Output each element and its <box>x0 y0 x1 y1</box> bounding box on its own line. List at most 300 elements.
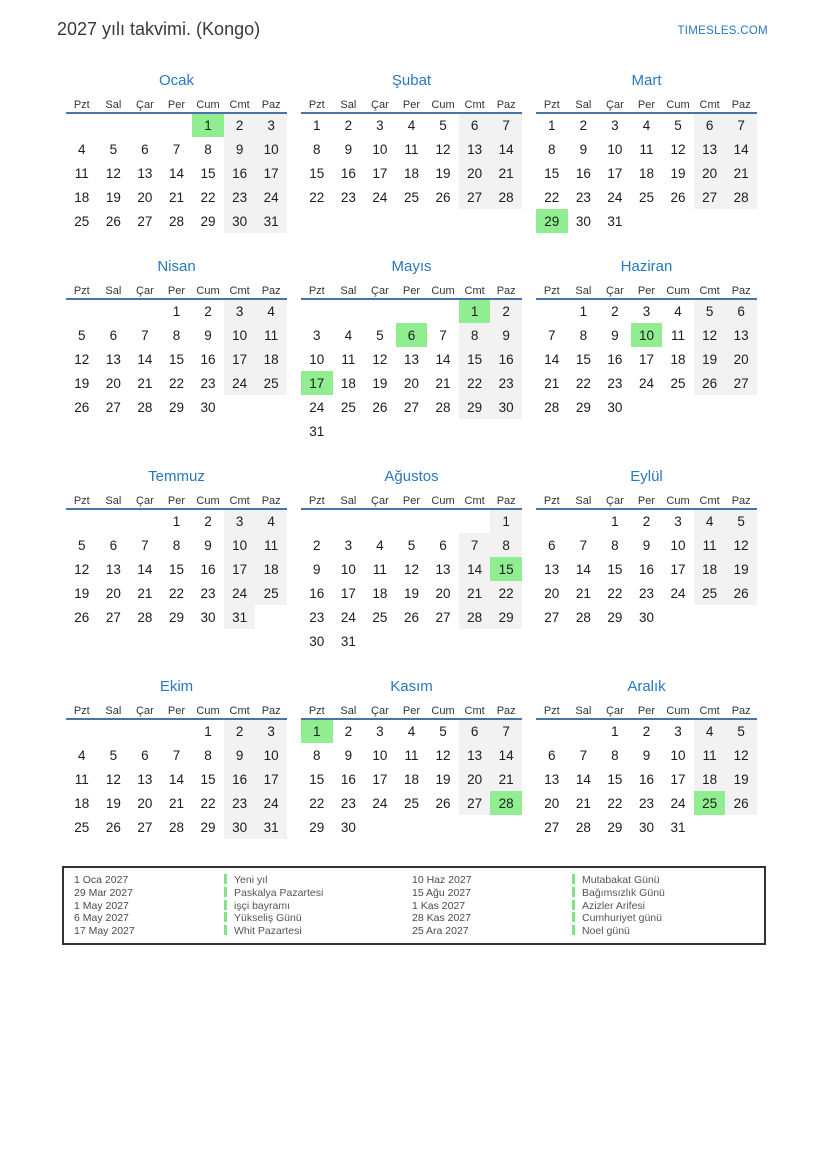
day-cell: 11 <box>694 533 726 557</box>
empty-cell <box>662 209 694 233</box>
day-cell: 24 <box>255 791 287 815</box>
day-cell: 5 <box>725 719 757 743</box>
weekday-header: Cum <box>196 494 220 507</box>
day-cell: 7 <box>490 719 522 743</box>
weekday-header: Çar <box>371 704 389 717</box>
empty-cell <box>333 509 365 533</box>
week-row <box>66 533 287 557</box>
day-cell: 1 <box>579 304 588 319</box>
day-cell: 26 <box>435 795 451 811</box>
day-cell: 19 <box>435 771 451 787</box>
day-cell: 29 <box>490 605 522 629</box>
empty-cell <box>396 299 428 323</box>
week-row <box>301 113 522 137</box>
day-cell: 27 <box>435 609 451 625</box>
day-cell: 7 <box>172 747 181 763</box>
holiday-marker <box>224 925 227 935</box>
empty-cell <box>301 299 333 323</box>
day-cell: 21 <box>137 585 153 601</box>
day-cell: 31 <box>607 213 623 229</box>
month-ocak <box>66 71 287 233</box>
day-cell: 1 <box>192 113 224 137</box>
day-cell: 19 <box>105 795 121 811</box>
day-cell: 21 <box>168 189 184 205</box>
day-cell: 23 <box>340 189 356 205</box>
weekday-header: Sal <box>340 494 357 507</box>
week-row <box>536 113 757 137</box>
week-row <box>66 185 287 209</box>
week-row <box>301 719 522 743</box>
empty-cell <box>66 509 98 533</box>
week-row <box>536 395 757 419</box>
month-title: Ocak <box>158 72 194 89</box>
empty-cell <box>333 299 365 323</box>
day-cell: 28 <box>490 185 522 209</box>
day-cell: 6 <box>141 747 149 763</box>
day-cell: 6 <box>141 141 149 157</box>
weekday-header: Pzt <box>543 494 560 507</box>
day-cell: 24 <box>340 609 356 625</box>
day-cell: 22 <box>575 375 591 391</box>
day-cell: 16 <box>638 771 654 787</box>
legend-date: 1 Oca 2027 <box>74 874 129 886</box>
day-cell: 3 <box>255 719 287 743</box>
day-cell: 29 <box>607 819 623 835</box>
month-nisan <box>66 257 287 419</box>
legend-holiday-name: Bağımsızlık Günü <box>582 886 665 899</box>
day-cell: 23 <box>309 609 325 625</box>
month-day-grid <box>536 97 757 233</box>
month-title: Temmuz <box>148 468 205 485</box>
week-row <box>301 767 522 791</box>
day-cell: 13 <box>403 351 419 367</box>
month-title: Eylül <box>630 468 663 485</box>
day-cell: 13 <box>725 323 757 347</box>
day-cell: 29 <box>575 399 591 415</box>
empty-cell <box>161 719 193 743</box>
holiday-marker <box>572 925 575 935</box>
day-cell: 18 <box>694 767 726 791</box>
empty-cell <box>364 629 396 653</box>
day-cell: 17 <box>224 557 256 581</box>
day-cell: 14 <box>168 771 184 787</box>
day-cell: 31 <box>255 815 287 839</box>
empty-cell <box>427 299 459 323</box>
legend-entry <box>572 912 764 925</box>
week-row <box>536 371 757 395</box>
legend-holiday-name: Yükseliş Günü <box>234 912 302 925</box>
weekday-header: Per <box>637 98 656 111</box>
empty-cell <box>129 719 161 743</box>
week-row <box>301 371 522 395</box>
holiday-marker <box>572 912 575 922</box>
day-cell: 4 <box>407 724 416 739</box>
day-cell: 21 <box>725 161 757 185</box>
day-cell: 26 <box>725 581 757 605</box>
week-row <box>66 557 287 581</box>
day-cell: 5 <box>674 118 682 133</box>
weekday-header: Paz <box>731 98 751 111</box>
day-cell: 31 <box>340 633 356 649</box>
weekday-header: Cum <box>196 704 220 717</box>
empty-cell <box>536 719 568 743</box>
day-cell: 18 <box>403 771 419 787</box>
day-cell: 18 <box>403 165 419 181</box>
day-cell: 21 <box>544 375 560 391</box>
day-cell: 7 <box>490 113 522 137</box>
week-row <box>301 815 522 839</box>
day-cell: 16 <box>224 161 256 185</box>
month-şubat <box>301 71 522 209</box>
day-cell: 8 <box>611 747 619 763</box>
weekday-header: Cmt <box>464 494 485 507</box>
day-cell: 28 <box>137 609 153 625</box>
weekday-header: Per <box>402 284 421 297</box>
day-cell: 14 <box>575 771 591 787</box>
day-cell: 12 <box>372 351 388 367</box>
day-cell: 4 <box>78 141 86 157</box>
week-row <box>536 743 757 767</box>
weekday-header: Cmt <box>464 98 485 111</box>
week-row <box>536 161 757 185</box>
day-cell: 30 <box>224 815 256 839</box>
day-cell: 26 <box>694 371 726 395</box>
day-cell: 28 <box>490 791 522 815</box>
day-cell: 18 <box>255 557 287 581</box>
week-row <box>301 395 522 419</box>
holiday-marker <box>224 912 227 922</box>
day-cell: 23 <box>575 189 591 205</box>
week-row <box>301 137 522 161</box>
day-cell: 12 <box>74 561 90 577</box>
weekday-header: Cmt <box>699 98 720 111</box>
weekday-header: Cmt <box>699 704 720 717</box>
day-cell: 25 <box>694 791 726 815</box>
day-cell: 13 <box>105 351 121 367</box>
day-cell: 17 <box>607 165 623 181</box>
day-cell: 27 <box>137 819 153 835</box>
weekday-header: Çar <box>606 704 624 717</box>
day-cell: 25 <box>255 371 287 395</box>
weekday-header: Per <box>637 284 656 297</box>
day-cell: 28 <box>435 399 451 415</box>
day-cell: 14 <box>575 561 591 577</box>
weekday-header: Per <box>167 98 186 111</box>
weekday-header: Per <box>167 284 186 297</box>
day-cell: 16 <box>340 165 356 181</box>
weekday-header: Çar <box>606 494 624 507</box>
day-cell: 25 <box>403 189 419 205</box>
day-cell: 4 <box>255 299 287 323</box>
day-cell: 19 <box>694 347 726 371</box>
day-cell: 9 <box>490 323 522 347</box>
week-row <box>301 509 522 533</box>
empty-cell <box>568 719 600 743</box>
day-cell: 1 <box>490 509 522 533</box>
day-cell: 12 <box>694 323 726 347</box>
weekday-header: Çar <box>371 98 389 111</box>
day-cell: 26 <box>74 609 90 625</box>
weekday-header: Sal <box>105 704 122 717</box>
day-cell: 9 <box>611 327 619 343</box>
empty-cell <box>129 113 161 137</box>
week-row <box>66 113 287 137</box>
day-cell: 10 <box>372 141 388 157</box>
day-cell: 10 <box>309 351 325 367</box>
day-cell: 21 <box>575 585 591 601</box>
day-cell: 22 <box>607 585 623 601</box>
week-row <box>66 767 287 791</box>
month-haziran <box>536 257 757 419</box>
day-cell: 3 <box>376 118 384 133</box>
day-cell: 10 <box>670 537 686 553</box>
legend-holiday-name: Noel günü <box>582 925 630 938</box>
empty-cell <box>364 815 396 839</box>
day-cell: 16 <box>575 165 591 181</box>
day-cell: 20 <box>694 161 726 185</box>
day-cell: 20 <box>137 189 153 205</box>
day-cell: 31 <box>224 605 256 629</box>
weekday-header: Cmt <box>699 494 720 507</box>
day-cell: 10 <box>670 747 686 763</box>
day-cell: 28 <box>137 399 153 415</box>
holiday-legend <box>62 866 766 945</box>
day-cell: 13 <box>459 743 491 767</box>
empty-cell <box>66 299 98 323</box>
day-cell: 14 <box>168 165 184 181</box>
weekday-header: Pzt <box>543 98 560 111</box>
empty-cell <box>98 719 130 743</box>
weekday-header: Cum <box>666 98 690 111</box>
day-cell: 17 <box>255 161 287 185</box>
day-cell: 11 <box>639 141 654 157</box>
day-cell: 31 <box>309 423 325 439</box>
day-cell: 21 <box>575 795 591 811</box>
day-cell: 16 <box>309 585 325 601</box>
weekday-header: Sal <box>575 704 592 717</box>
day-cell: 11 <box>74 771 89 787</box>
legend-entry <box>572 874 764 887</box>
legend-entry <box>224 874 412 887</box>
month-day-grid <box>301 703 522 839</box>
day-cell: 25 <box>255 581 287 605</box>
empty-cell <box>255 395 287 419</box>
day-cell: 21 <box>459 581 491 605</box>
weekday-header: Cmt <box>464 284 485 297</box>
weekday-header: Cum <box>196 98 220 111</box>
weekday-header: Per <box>637 704 656 717</box>
day-cell: 16 <box>200 561 216 577</box>
empty-cell <box>459 419 491 443</box>
month-title: Ekim <box>159 678 194 695</box>
day-cell: 24 <box>638 375 654 391</box>
day-cell: 14 <box>459 557 491 581</box>
month-day-grid <box>66 493 287 629</box>
month-title: Kasım <box>390 678 433 695</box>
day-cell: 1 <box>301 719 333 743</box>
empty-cell <box>662 395 694 419</box>
day-cell: 6 <box>459 719 491 743</box>
weekday-header: Sal <box>105 284 122 297</box>
day-cell: 2 <box>642 724 651 739</box>
day-cell: 24 <box>372 795 388 811</box>
day-cell: 16 <box>340 771 356 787</box>
empty-cell <box>631 209 663 233</box>
day-cell: 2 <box>642 514 651 529</box>
day-cell: 20 <box>459 767 491 791</box>
legend-date: 17 May 2027 <box>74 925 135 938</box>
day-cell: 3 <box>313 327 321 343</box>
legend-holiday-name: Yeni yıl <box>234 874 268 886</box>
month-day-grid <box>536 283 757 419</box>
day-cell: 1 <box>204 724 212 739</box>
weekday-header: Pzt <box>308 98 325 111</box>
day-cell: 20 <box>105 585 121 601</box>
day-cell: 3 <box>224 299 256 323</box>
day-cell: 14 <box>137 561 153 577</box>
legend-entry <box>224 912 412 925</box>
holiday-marker <box>224 887 227 897</box>
week-row <box>536 557 757 581</box>
day-cell: 9 <box>204 327 212 343</box>
day-cell: 17 <box>372 771 388 787</box>
legend-entry <box>224 900 412 913</box>
weekday-header: Sal <box>340 704 357 717</box>
day-cell: 8 <box>313 141 321 157</box>
weekday-header: Paz <box>731 494 751 507</box>
site-link[interactable]: TIMESLES.COM <box>677 25 768 37</box>
day-cell: 29 <box>459 395 491 419</box>
week-row <box>536 719 757 743</box>
legend-date: 25 Ara 2027 <box>412 925 469 938</box>
day-cell: 17 <box>670 561 686 577</box>
day-cell: 30 <box>607 399 623 415</box>
day-cell: 29 <box>200 213 216 229</box>
day-cell: 14 <box>544 351 560 367</box>
month-ekim <box>66 677 287 839</box>
day-cell: 8 <box>313 747 321 763</box>
week-row <box>66 815 287 839</box>
empty-cell <box>490 419 522 443</box>
week-row <box>536 299 757 323</box>
weekday-header: Paz <box>261 494 281 507</box>
day-cell: 11 <box>671 327 686 343</box>
day-cell: 16 <box>200 351 216 367</box>
weekday-header: Pzt <box>543 284 560 297</box>
day-cell: 17 <box>255 767 287 791</box>
day-cell: 10 <box>224 323 256 347</box>
empty-cell <box>396 815 428 839</box>
day-cell: 3 <box>611 118 619 133</box>
empty-cell <box>725 815 757 839</box>
day-cell: 15 <box>309 771 325 787</box>
day-cell: 30 <box>490 395 522 419</box>
day-cell: 27 <box>544 819 560 835</box>
day-cell: 14 <box>490 743 522 767</box>
weekday-header: Per <box>167 494 186 507</box>
day-cell: 21 <box>490 767 522 791</box>
day-cell: 11 <box>341 351 356 367</box>
day-cell: 11 <box>404 747 419 763</box>
legend-entry <box>572 887 764 900</box>
empty-cell <box>98 509 130 533</box>
month-day-grid <box>536 493 757 629</box>
day-cell: 13 <box>105 561 121 577</box>
month-day-grid <box>66 97 287 233</box>
empty-cell <box>725 605 757 629</box>
day-cell: 1 <box>611 724 619 739</box>
weekday-header: Cmt <box>699 284 720 297</box>
day-cell: 17 <box>670 771 686 787</box>
empty-cell <box>568 509 600 533</box>
legend-date: 29 Mar 2027 <box>74 886 133 899</box>
week-row <box>66 323 287 347</box>
day-cell: 5 <box>109 141 118 157</box>
day-cell: 23 <box>607 375 623 391</box>
months-grid <box>66 71 757 839</box>
legend-date: 1 May 2027 <box>74 899 129 912</box>
day-cell: 6 <box>548 747 556 763</box>
day-cell: 18 <box>694 557 726 581</box>
weekday-header: Çar <box>136 704 154 717</box>
week-row <box>536 581 757 605</box>
day-cell: 11 <box>74 165 89 181</box>
day-cell: 21 <box>137 375 153 391</box>
day-cell: 8 <box>611 537 619 553</box>
week-row <box>66 509 287 533</box>
weekday-header: Cum <box>666 284 690 297</box>
day-cell: 8 <box>204 747 212 763</box>
weekday-header: Çar <box>136 284 154 297</box>
month-eylül <box>536 467 757 629</box>
day-cell: 13 <box>544 561 560 577</box>
day-cell: 16 <box>607 351 623 367</box>
day-cell: 21 <box>490 161 522 185</box>
day-cell: 20 <box>459 161 491 185</box>
day-cell: 13 <box>137 771 153 787</box>
week-row <box>301 605 522 629</box>
month-title: Ağustos <box>384 468 439 485</box>
day-cell: 18 <box>74 189 90 205</box>
day-cell: 9 <box>344 141 353 157</box>
month-mart <box>536 71 757 233</box>
day-cell: 4 <box>674 304 682 319</box>
day-cell: 17 <box>224 347 256 371</box>
day-cell: 24 <box>255 185 287 209</box>
day-cell: 25 <box>74 213 90 229</box>
day-cell: 6 <box>109 537 118 553</box>
day-cell: 5 <box>109 747 118 763</box>
day-cell: 6 <box>725 299 757 323</box>
day-cell: 30 <box>200 399 216 415</box>
week-row <box>301 533 522 557</box>
day-cell: 24 <box>224 371 256 395</box>
day-cell: 12 <box>74 351 90 367</box>
day-cell: 26 <box>435 189 451 205</box>
day-cell: 30 <box>340 819 356 835</box>
weekday-header: Cum <box>431 704 455 717</box>
day-cell: 6 <box>109 327 118 343</box>
empty-cell <box>459 629 491 653</box>
weekday-header: Sal <box>575 284 592 297</box>
day-cell: 25 <box>403 795 419 811</box>
day-cell: 27 <box>694 185 726 209</box>
legend-date: 15 Ağu 2027 <box>412 886 471 899</box>
day-cell: 2 <box>490 299 522 323</box>
empty-cell <box>224 395 256 419</box>
weekday-header: Sal <box>575 494 592 507</box>
day-cell: 27 <box>403 399 419 415</box>
